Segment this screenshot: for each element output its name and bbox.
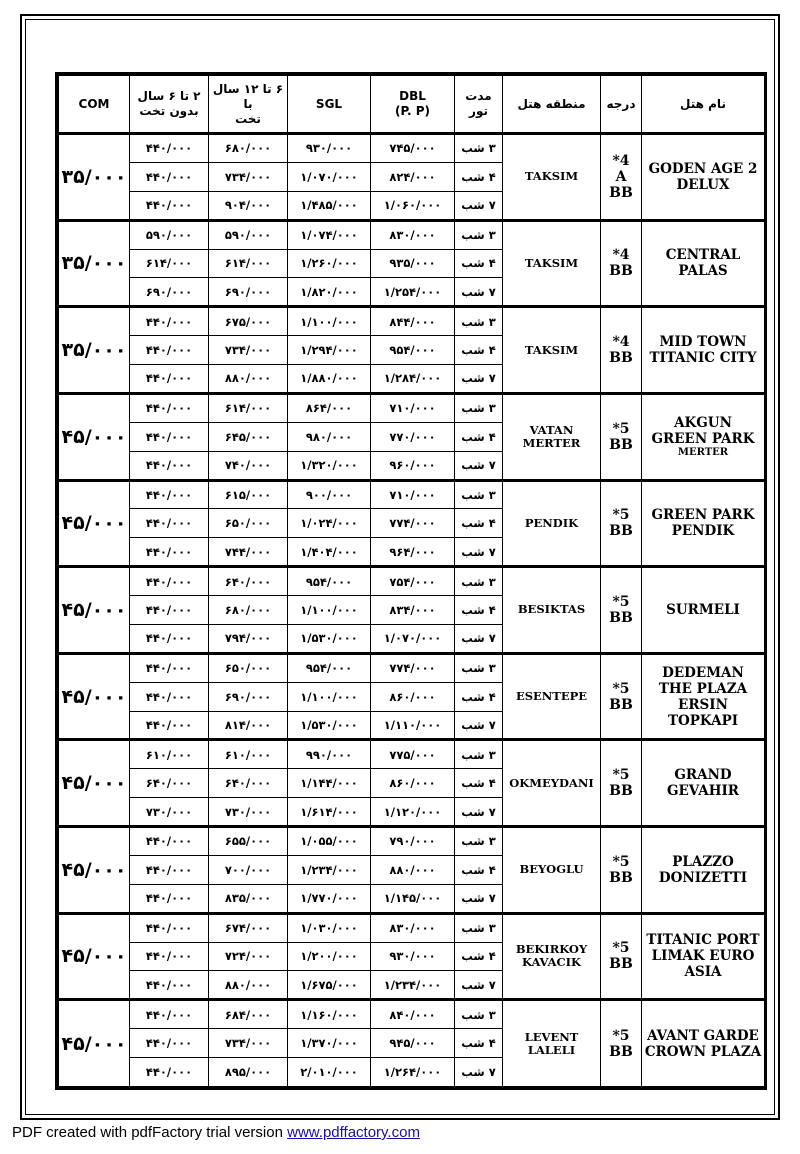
dbl-price: ۷۷۴/۰۰۰ xyxy=(371,509,455,538)
hotel-area: ESENTEPE xyxy=(503,653,601,740)
sgl-price: ۱/۲۰۰/۰۰۰ xyxy=(288,942,371,971)
child-6-12-price: ۷۳۴/۰۰۰ xyxy=(209,1029,288,1058)
sgl-price: ۹۵۴/۰۰۰ xyxy=(288,567,371,596)
dbl-price: ۷۴۵/۰۰۰ xyxy=(371,134,455,163)
child-6-12-price: ۶۱۰/۰۰۰ xyxy=(209,740,288,769)
child-2-6-price: ۴۴۰/۰۰۰ xyxy=(130,480,209,509)
child-2-6-price: ۶۱۴/۰۰۰ xyxy=(130,249,209,278)
sgl-price: ۱/۲۶۰/۰۰۰ xyxy=(288,249,371,278)
hotel-name-cell xyxy=(642,393,765,480)
hotel-name-cell xyxy=(642,220,765,307)
dbl-price: ۸۴۴/۰۰۰ xyxy=(371,307,455,336)
header-grade: درجه xyxy=(601,76,642,134)
child-6-12-price: ۷۳۴/۰۰۰ xyxy=(209,162,288,191)
hotel-name: CENTRAL PALAS xyxy=(665,247,741,280)
nights: ۴ شب xyxy=(455,942,503,971)
child-6-12-price: ۶۱۴/۰۰۰ xyxy=(209,393,288,422)
hotel-name: GRAND GEVAHIR xyxy=(666,767,739,800)
sgl-price: ۱/۱۰۰/۰۰۰ xyxy=(288,307,371,336)
nights: ۳ شب xyxy=(455,134,503,163)
child-2-6-price: ۴۴۰/۰۰۰ xyxy=(130,1000,209,1029)
sgl-price: ۱/۶۱۴/۰۰۰ xyxy=(288,798,371,827)
hotel-name: TITANIC PORT LIMAK EURO ASIA xyxy=(646,932,760,981)
child-2-6-price: ۴۴۰/۰۰۰ xyxy=(130,653,209,682)
nights: ۴ شب xyxy=(455,336,503,365)
hotel-grade: *4 BB xyxy=(601,220,642,307)
dbl-price: ۹۶۰/۰۰۰ xyxy=(371,451,455,480)
child-2-6-price: ۶۹۰/۰۰۰ xyxy=(130,278,209,307)
nights: ۴ شب xyxy=(455,855,503,884)
hotel-area: VATAN MERTER xyxy=(503,393,601,480)
hotel-name-cell xyxy=(642,913,765,1000)
hotel-name: AVANT GARDE CROWN PLAZA xyxy=(644,1027,762,1060)
sgl-price: ۲/۰۱۰/۰۰۰ xyxy=(288,1058,371,1087)
dbl-price: ۷۷۰/۰۰۰ xyxy=(371,422,455,451)
child-2-6-price: ۴۴۰/۰۰۰ xyxy=(130,134,209,163)
dbl-price: ۸۶۰/۰۰۰ xyxy=(371,769,455,798)
sgl-price: ۱/۶۷۵/۰۰۰ xyxy=(288,971,371,1000)
hotel-area: BESIKTAS xyxy=(503,567,601,654)
dbl-price: ۹۶۴/۰۰۰ xyxy=(371,538,455,567)
hotel-grade: *4 A BB xyxy=(601,134,642,221)
sgl-price: ۹۵۴/۰۰۰ xyxy=(288,653,371,682)
hotel-name-cell xyxy=(642,1000,765,1087)
child-2-6-price: ۴۴۰/۰۰۰ xyxy=(130,509,209,538)
dbl-price: ۸۲۴/۰۰۰ xyxy=(371,162,455,191)
table-row xyxy=(59,567,765,596)
child-2-6-price: ۴۴۰/۰۰۰ xyxy=(130,336,209,365)
child-6-12-price: ۶۷۵/۰۰۰ xyxy=(209,307,288,336)
hotel-area: OKMEYDANI xyxy=(503,740,601,827)
dbl-price: ۷۷۴/۰۰۰ xyxy=(371,653,455,682)
dbl-price: ۱/۲۳۴/۰۰۰ xyxy=(371,971,455,1000)
child-2-6-price: ۴۴۰/۰۰۰ xyxy=(130,307,209,336)
sgl-price: ۹۹۰/۰۰۰ xyxy=(288,740,371,769)
child-6-12-price: ۷۹۴/۰۰۰ xyxy=(209,624,288,653)
nights: ۷ شب xyxy=(455,1058,503,1087)
sgl-price: ۱/۰۷۴/۰۰۰ xyxy=(288,220,371,249)
child-2-6-price: ۷۳۰/۰۰۰ xyxy=(130,798,209,827)
dbl-price: ۱/۱۱۰/۰۰۰ xyxy=(371,711,455,740)
hotel-grade: *5 BB xyxy=(601,653,642,740)
dbl-price: ۸۳۰/۰۰۰ xyxy=(371,220,455,249)
child-2-6-price: ۴۴۰/۰۰۰ xyxy=(130,567,209,596)
nights: ۳ شب xyxy=(455,307,503,336)
nights: ۷ شب xyxy=(455,711,503,740)
dbl-price: ۷۱۰/۰۰۰ xyxy=(371,393,455,422)
sgl-price: ۱/۱۶۰/۰۰۰ xyxy=(288,1000,371,1029)
dbl-price: ۷۵۴/۰۰۰ xyxy=(371,567,455,596)
child-2-6-price: ۴۴۰/۰۰۰ xyxy=(130,884,209,913)
hotel-grade: *5 BB xyxy=(601,567,642,654)
child-6-12-price: ۶۱۵/۰۰۰ xyxy=(209,480,288,509)
sgl-price: ۱/۱۴۴/۰۰۰ xyxy=(288,769,371,798)
hotel-grade: *4 BB xyxy=(601,307,642,394)
sgl-price: ۱/۰۷۰/۰۰۰ xyxy=(288,162,371,191)
child-6-12-price: ۶۸۰/۰۰۰ xyxy=(209,596,288,625)
nights: ۴ شب xyxy=(455,596,503,625)
hotel-name-cell xyxy=(642,480,765,567)
com-value: ۴۵/۰۰۰ xyxy=(59,480,130,567)
hotel-name-cell xyxy=(642,740,765,827)
child-6-12-price: ۶۴۰/۰۰۰ xyxy=(209,567,288,596)
child-2-6-price: ۴۴۰/۰۰۰ xyxy=(130,1029,209,1058)
nights: ۳ شب xyxy=(455,913,503,942)
header-hotel: نام هتل xyxy=(642,76,765,134)
nights: ۴ شب xyxy=(455,162,503,191)
nights: ۷ شب xyxy=(455,278,503,307)
footer-text: PDF created with pdfFactory trial version xyxy=(12,1124,288,1141)
hotel-name: PLAZZO DONIZETTI xyxy=(658,853,748,886)
dbl-price: ۸۸۰/۰۰۰ xyxy=(371,855,455,884)
com-value: ۴۵/۰۰۰ xyxy=(59,913,130,1000)
hotel-name: GREEN PARK PENDIK xyxy=(651,507,755,540)
hotel-price-table xyxy=(58,75,765,1087)
child-6-12-price: ۶۵۰/۰۰۰ xyxy=(209,509,288,538)
child-6-12-price: ۷۳۴/۰۰۰ xyxy=(209,336,288,365)
table-row xyxy=(59,480,765,509)
nights: ۷ شب xyxy=(455,451,503,480)
sgl-price: ۱/۷۷۰/۰۰۰ xyxy=(288,884,371,913)
hotel-name: MID TOWN TITANIC CITY xyxy=(649,334,757,367)
com-value: ۴۵/۰۰۰ xyxy=(59,567,130,654)
child-6-12-price: ۶۷۴/۰۰۰ xyxy=(209,913,288,942)
dbl-price: ۹۵۴/۰۰۰ xyxy=(371,336,455,365)
sgl-price: ۱/۰۳۰/۰۰۰ xyxy=(288,913,371,942)
dbl-price: ۱/۲۵۴/۰۰۰ xyxy=(371,278,455,307)
footer-link[interactable]: www.pdffactory.com xyxy=(287,1124,420,1141)
child-2-6-price: ۴۴۰/۰۰۰ xyxy=(130,827,209,856)
dbl-price: ۷۹۰/۰۰۰ xyxy=(371,827,455,856)
hotel-name-sub: MERTER xyxy=(677,446,729,458)
nights: ۳ شب xyxy=(455,1000,503,1029)
com-value: ۴۵/۰۰۰ xyxy=(59,653,130,740)
child-6-12-price: ۸۱۴/۰۰۰ xyxy=(209,711,288,740)
table-row xyxy=(59,134,765,163)
dbl-price: ۸۶۰/۰۰۰ xyxy=(371,682,455,711)
dbl-price: ۹۳۵/۰۰۰ xyxy=(371,249,455,278)
child-6-12-price: ۷۴۴/۰۰۰ xyxy=(209,538,288,567)
dbl-price: ۱/۲۶۴/۰۰۰ xyxy=(371,1058,455,1087)
dbl-price: ۷۷۵/۰۰۰ xyxy=(371,740,455,769)
hotel-name: SURMELI xyxy=(666,601,740,618)
com-value: ۴۵/۰۰۰ xyxy=(59,740,130,827)
child-6-12-price: ۶۱۴/۰۰۰ xyxy=(209,249,288,278)
nights: ۷ شب xyxy=(455,798,503,827)
hotel-name-cell xyxy=(642,827,765,914)
child-6-12-price: ۵۹۰/۰۰۰ xyxy=(209,220,288,249)
header-duration: مدت تور xyxy=(455,76,503,134)
footer xyxy=(12,1124,420,1141)
child-6-12-price: ۶۵۰/۰۰۰ xyxy=(209,653,288,682)
table-row xyxy=(59,653,765,682)
nights: ۷ شب xyxy=(455,624,503,653)
dbl-price: ۹۴۵/۰۰۰ xyxy=(371,1029,455,1058)
table-row xyxy=(59,1000,765,1029)
table-row xyxy=(59,393,765,422)
child-6-12-price: ۷۴۰/۰۰۰ xyxy=(209,451,288,480)
hotel-grade: *5 BB xyxy=(601,913,642,1000)
dbl-price: ۱/۲۸۴/۰۰۰ xyxy=(371,365,455,394)
child-2-6-price: ۴۴۰/۰۰۰ xyxy=(130,191,209,220)
sgl-price: ۱/۴۸۵/۰۰۰ xyxy=(288,191,371,220)
nights: ۳ شب xyxy=(455,827,503,856)
child-2-6-price: ۴۴۰/۰۰۰ xyxy=(130,365,209,394)
sgl-price: ۱/۴۰۴/۰۰۰ xyxy=(288,538,371,567)
sgl-price: ۹۰۰/۰۰۰ xyxy=(288,480,371,509)
child-2-6-price: ۴۴۰/۰۰۰ xyxy=(130,422,209,451)
nights: ۳ شب xyxy=(455,220,503,249)
child-6-12-price: ۶۵۵/۰۰۰ xyxy=(209,827,288,856)
sgl-price: ۱/۱۰۰/۰۰۰ xyxy=(288,596,371,625)
sgl-price: ۱/۳۷۰/۰۰۰ xyxy=(288,1029,371,1058)
hotel-grade: *5 BB xyxy=(601,740,642,827)
hotel-name-cell xyxy=(642,134,765,221)
child-2-6-price: ۴۴۰/۰۰۰ xyxy=(130,624,209,653)
table-row xyxy=(59,740,765,769)
child-6-12-price: ۶۸۴/۰۰۰ xyxy=(209,1000,288,1029)
child-2-6-price: ۴۴۰/۰۰۰ xyxy=(130,682,209,711)
child-2-6-price: ۴۴۰/۰۰۰ xyxy=(130,596,209,625)
hotel-grade: *5 BB xyxy=(601,480,642,567)
hotel-name: AKGUN GREEN PARK xyxy=(651,414,755,447)
child-2-6-price: ۴۴۰/۰۰۰ xyxy=(130,538,209,567)
dbl-price: ۷۱۰/۰۰۰ xyxy=(371,480,455,509)
com-value: ۳۵/۰۰۰ xyxy=(59,134,130,221)
nights: ۷ شب xyxy=(455,884,503,913)
nights: ۳ شب xyxy=(455,653,503,682)
dbl-price: ۸۳۴/۰۰۰ xyxy=(371,596,455,625)
dbl-price: ۸۳۰/۰۰۰ xyxy=(371,913,455,942)
sgl-price: ۱/۲۹۴/۰۰۰ xyxy=(288,336,371,365)
dbl-price: ۹۳۰/۰۰۰ xyxy=(371,942,455,971)
dbl-price: ۱/۱۲۰/۰۰۰ xyxy=(371,798,455,827)
table-row xyxy=(59,307,765,336)
hotel-name-cell xyxy=(642,653,765,740)
hotel-area: TAKSIM xyxy=(503,134,601,221)
header-area: منطقه هتل xyxy=(503,76,601,134)
hotel-area: BEYOGLU xyxy=(503,827,601,914)
table-row xyxy=(59,913,765,942)
child-2-6-price: ۴۴۰/۰۰۰ xyxy=(130,451,209,480)
sgl-price: ۱/۱۰۰/۰۰۰ xyxy=(288,682,371,711)
child-2-6-price: ۶۴۰/۰۰۰ xyxy=(130,769,209,798)
child-2-6-price: ۴۴۰/۰۰۰ xyxy=(130,162,209,191)
nights: ۳ شب xyxy=(455,393,503,422)
dbl-price: ۱/۰۷۰/۰۰۰ xyxy=(371,624,455,653)
nights: ۴ شب xyxy=(455,769,503,798)
child-6-12-price: ۷۳۰/۰۰۰ xyxy=(209,798,288,827)
sgl-price: ۱/۵۳۰/۰۰۰ xyxy=(288,624,371,653)
child-6-12-price: ۷۰۰/۰۰۰ xyxy=(209,855,288,884)
child-2-6-price: ۴۴۰/۰۰۰ xyxy=(130,855,209,884)
sgl-price: ۸۶۴/۰۰۰ xyxy=(288,393,371,422)
child-6-12-price: ۸۳۵/۰۰۰ xyxy=(209,884,288,913)
hotel-name-cell xyxy=(642,567,765,654)
child-6-12-price: ۹۰۴/۰۰۰ xyxy=(209,191,288,220)
sgl-price: ۹۳۰/۰۰۰ xyxy=(288,134,371,163)
nights: ۴ شب xyxy=(455,249,503,278)
nights: ۴ شب xyxy=(455,682,503,711)
nights: ۴ شب xyxy=(455,422,503,451)
hotel-grade: *5 BB xyxy=(601,827,642,914)
table-row xyxy=(59,220,765,249)
header-com: COM xyxy=(59,76,130,134)
header-child-2-6: ۲ تا ۶ سال بدون تخت xyxy=(130,76,209,134)
table-row xyxy=(59,827,765,856)
child-6-12-price: ۶۴۵/۰۰۰ xyxy=(209,422,288,451)
com-value: ۳۵/۰۰۰ xyxy=(59,220,130,307)
hotel-area: PENDIK xyxy=(503,480,601,567)
hotel-area: TAKSIM xyxy=(503,307,601,394)
sgl-price: ۱/۵۳۰/۰۰۰ xyxy=(288,711,371,740)
child-2-6-price: ۴۴۰/۰۰۰ xyxy=(130,942,209,971)
dbl-price: ۱/۰۶۰/۰۰۰ xyxy=(371,191,455,220)
com-value: ۴۵/۰۰۰ xyxy=(59,1000,130,1087)
header-child-6-12: ۶ تا ۱۲ سال با تخت xyxy=(209,76,288,134)
sgl-price: ۹۸۰/۰۰۰ xyxy=(288,422,371,451)
child-6-12-price: ۷۲۴/۰۰۰ xyxy=(209,942,288,971)
sgl-price: ۱/۲۳۴/۰۰۰ xyxy=(288,855,371,884)
sgl-price: ۱/۸۲۰/۰۰۰ xyxy=(288,278,371,307)
table-header-row xyxy=(59,76,765,134)
child-6-12-price: ۶۹۰/۰۰۰ xyxy=(209,682,288,711)
price-table-wrapper xyxy=(55,72,767,1090)
hotel-name: GODEN AGE 2 DELUX xyxy=(648,160,758,193)
header-sgl: SGL xyxy=(288,76,371,134)
sgl-price: ۱/۰۵۵/۰۰۰ xyxy=(288,827,371,856)
sgl-price: ۱/۸۸۰/۰۰۰ xyxy=(288,365,371,394)
child-6-12-price: ۶۸۰/۰۰۰ xyxy=(209,134,288,163)
com-value: ۴۵/۰۰۰ xyxy=(59,393,130,480)
child-6-12-price: ۶۴۰/۰۰۰ xyxy=(209,769,288,798)
nights: ۷ شب xyxy=(455,538,503,567)
child-6-12-price: ۸۸۰/۰۰۰ xyxy=(209,365,288,394)
child-6-12-price: ۶۹۰/۰۰۰ xyxy=(209,278,288,307)
hotel-area: BEKIRKOY KAVACIK xyxy=(503,913,601,1000)
nights: ۴ شب xyxy=(455,1029,503,1058)
com-value: ۴۵/۰۰۰ xyxy=(59,827,130,914)
child-2-6-price: ۴۴۰/۰۰۰ xyxy=(130,1058,209,1087)
dbl-price: ۱/۱۴۵/۰۰۰ xyxy=(371,884,455,913)
nights: ۳ شب xyxy=(455,567,503,596)
hotel-name-cell xyxy=(642,307,765,394)
nights: ۷ شب xyxy=(455,971,503,1000)
nights: ۳ شب xyxy=(455,740,503,769)
child-2-6-price: ۴۴۰/۰۰۰ xyxy=(130,971,209,1000)
child-6-12-price: ۸۹۵/۰۰۰ xyxy=(209,1058,288,1087)
dbl-price: ۸۴۰/۰۰۰ xyxy=(371,1000,455,1029)
sgl-price: ۱/۳۲۰/۰۰۰ xyxy=(288,451,371,480)
com-value: ۳۵/۰۰۰ xyxy=(59,307,130,394)
hotel-area: LEVENT LALELI xyxy=(503,1000,601,1087)
child-6-12-price: ۸۸۰/۰۰۰ xyxy=(209,971,288,1000)
child-2-6-price: ۴۴۰/۰۰۰ xyxy=(130,393,209,422)
hotel-name: DEDEMAN THE PLAZA ERSIN TOPKAPI xyxy=(658,664,748,729)
table-body xyxy=(59,134,765,1087)
child-2-6-price: ۶۱۰/۰۰۰ xyxy=(130,740,209,769)
hotel-area: TAKSIM xyxy=(503,220,601,307)
child-2-6-price: ۴۴۰/۰۰۰ xyxy=(130,711,209,740)
nights: ۷ شب xyxy=(455,191,503,220)
header-dbl: DBL (P. P) xyxy=(371,76,455,134)
nights: ۳ شب xyxy=(455,480,503,509)
child-2-6-price: ۴۴۰/۰۰۰ xyxy=(130,913,209,942)
hotel-grade: *5 BB xyxy=(601,393,642,480)
nights: ۷ شب xyxy=(455,365,503,394)
child-2-6-price: ۵۹۰/۰۰۰ xyxy=(130,220,209,249)
sgl-price: ۱/۰۲۴/۰۰۰ xyxy=(288,509,371,538)
nights: ۴ شب xyxy=(455,509,503,538)
hotel-grade: *5 BB xyxy=(601,1000,642,1087)
